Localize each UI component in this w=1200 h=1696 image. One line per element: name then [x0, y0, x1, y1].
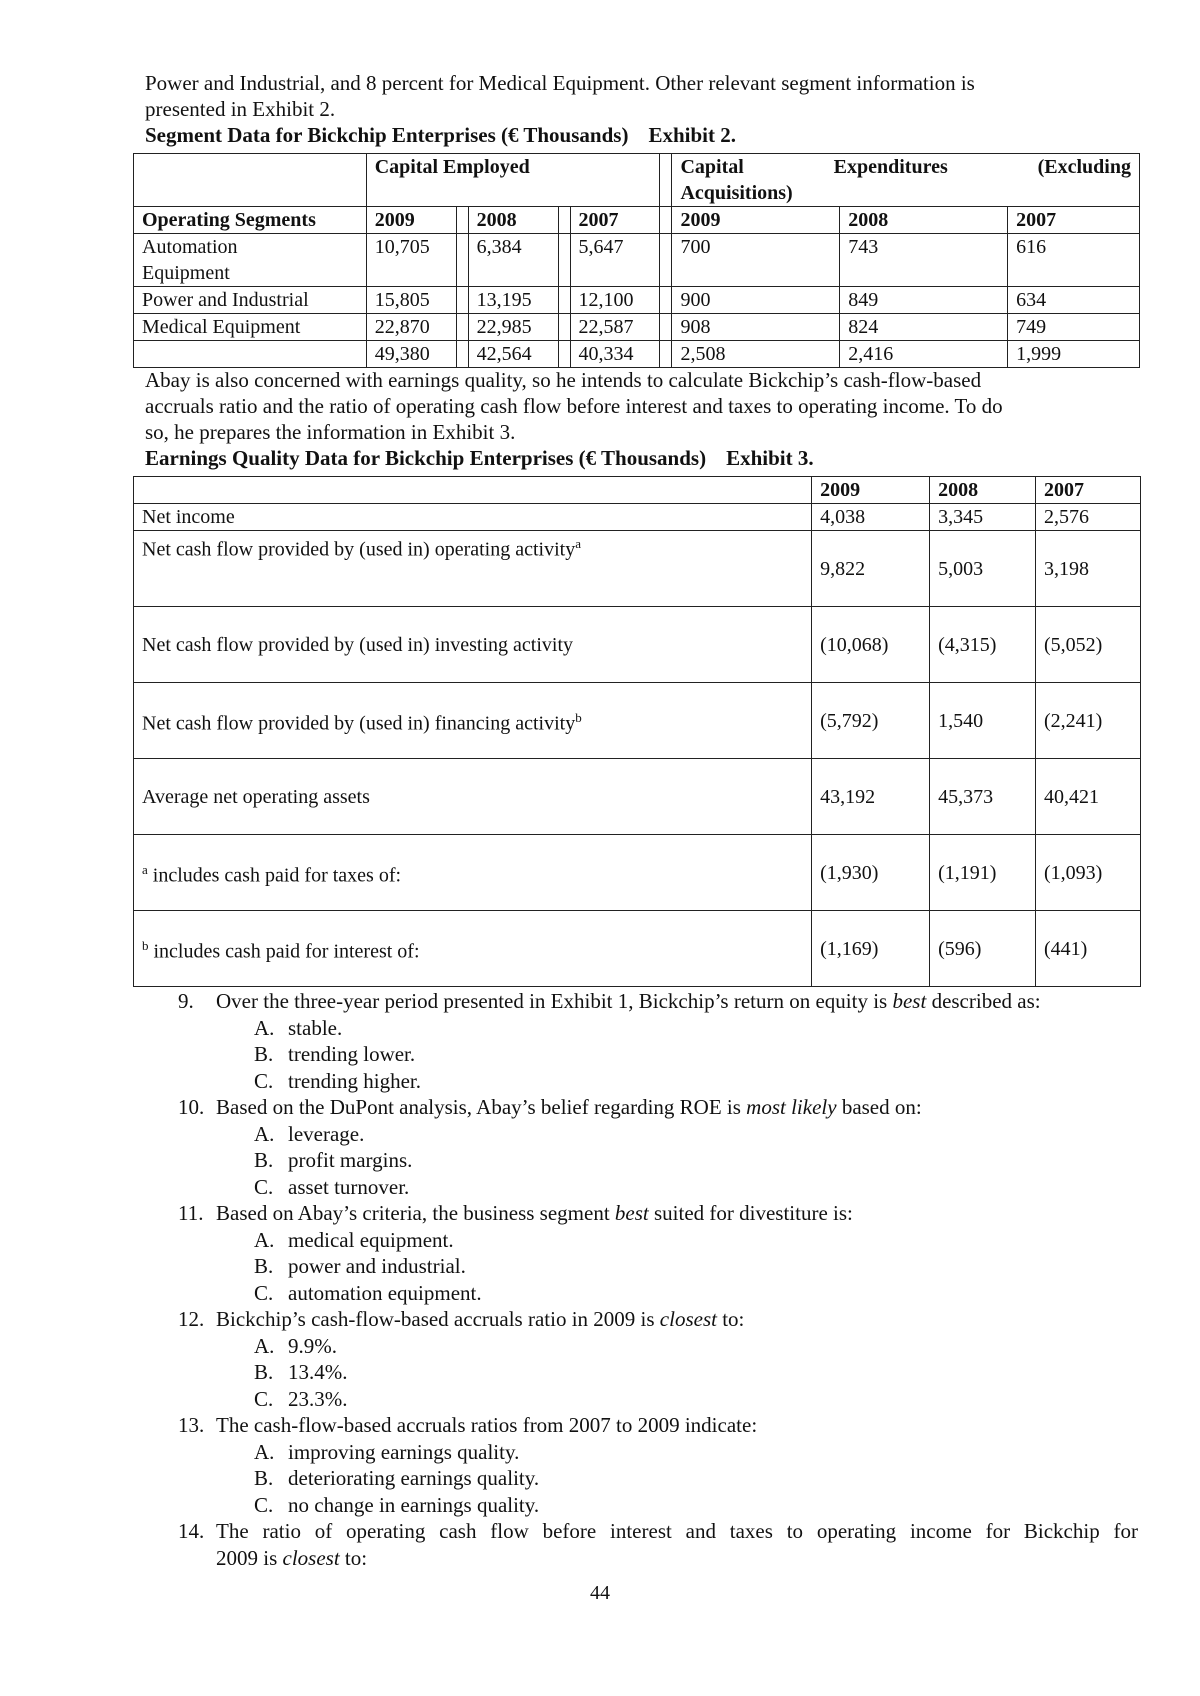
answer-option: B. power and industrial.: [254, 1254, 466, 1278]
value-cell: 3,345: [930, 504, 1036, 531]
row-label: Net income: [134, 504, 812, 531]
value-cell: 43,192: [812, 759, 930, 835]
exhibit2-group-header-row: [134, 154, 1140, 207]
exhibit3-title: Earnings Quality Data for Bickchip Enterprises (€ Thousands): [145, 446, 707, 470]
exhibit2-year-row: [134, 207, 1140, 234]
spacer-cell: [558, 341, 570, 368]
value-cell: (1,093): [1036, 835, 1141, 911]
exhibit2-table: [133, 153, 1140, 368]
value-cell: (596): [930, 911, 1036, 987]
value-cell: 634: [1008, 287, 1140, 314]
value-cell: 10,705: [366, 234, 456, 287]
ce-year-2008: 2008: [468, 207, 558, 234]
segment-name: Power and Industrial: [134, 287, 367, 314]
spacer-cell: [660, 234, 672, 287]
value-cell: 749: [1008, 314, 1140, 341]
exhibit3-year-row: [134, 477, 1141, 504]
total-cell: 2,508: [672, 341, 840, 368]
row-label: Net cash flow provided by (used in) financing activity$^b$: [134, 683, 812, 759]
value-cell: 5,647: [570, 234, 660, 287]
table-row: [134, 607, 1141, 683]
question-11: [178, 1200, 1138, 1306]
value-cell: 13,195: [468, 287, 558, 314]
question-number: 9.: [178, 989, 194, 1013]
value-cell: 22,870: [366, 314, 456, 341]
answer-option: B. 13.4%.: [254, 1360, 348, 1384]
spacer-cell: [558, 287, 570, 314]
value-cell: 4,038: [812, 504, 930, 531]
table-row: [134, 835, 1141, 911]
spacer-cell: [456, 234, 468, 287]
exhibit3-caption: [145, 445, 1145, 471]
value-cell: 12,100: [570, 287, 660, 314]
value-cell: (5,052): [1036, 607, 1141, 683]
capital-expenditures-header: [672, 154, 1140, 207]
value-cell: (1,191): [930, 835, 1036, 911]
spacer-cell: [660, 287, 672, 314]
value-cell: 616: [1008, 234, 1140, 287]
question-9: [178, 988, 1138, 1094]
value-cell: 22,587: [570, 314, 660, 341]
row-label: Net cash flow provided by (used in) investing activity: [134, 607, 812, 683]
segment-name: Automation Equipment: [134, 234, 367, 287]
operating-segments-header: Operating Segments: [134, 207, 367, 234]
question-number: 12.: [178, 1307, 205, 1331]
total-cell: 42,564: [468, 341, 558, 368]
spacer-cell: [456, 287, 468, 314]
question-number: 10.: [178, 1095, 205, 1119]
question-text: The ratio of operating cash flow before interest and taxes to operating income for Bickchip for 2009 is closest to:: [216, 1519, 1138, 1570]
value-cell: 15,805: [366, 287, 456, 314]
question-14: [178, 1518, 1138, 1571]
ce-year-2009: 2009: [366, 207, 456, 234]
spacer-cell: [456, 314, 468, 341]
question-text: The cash-flow-based accruals ratios from 2007 to 2009 indicate:: [216, 1413, 758, 1437]
spacer-cell: [558, 234, 570, 287]
row-label: Average net operating assets: [134, 759, 812, 835]
cx-year-2008: 2008: [840, 207, 1008, 234]
question-10: [178, 1094, 1138, 1200]
value-cell: 5,003: [930, 531, 1036, 607]
spacer-cell: [558, 314, 570, 341]
mid-line-1: Abay is also concerned with earnings quality, so he intends to calculate Bickchip’s cash-flow-based: [145, 368, 982, 392]
intro-line-2: presented in Exhibit 2.: [145, 97, 336, 121]
question-number: 14.: [178, 1519, 205, 1543]
question-text: Bickchip’s cash-flow-based accruals ratio in 2009 is closest to:: [216, 1307, 745, 1331]
segment-name: Medical Equipment: [134, 314, 367, 341]
exhibit2-caption: [145, 122, 1145, 148]
total-cell: 49,380: [366, 341, 456, 368]
answer-option: B. deteriorating earnings quality.: [254, 1466, 540, 1490]
answer-option: C. trending higher.: [254, 1068, 421, 1093]
question-13: [178, 1412, 1138, 1518]
capital-employed-header: Capital Employed: [366, 154, 660, 207]
value-cell: 908: [672, 314, 840, 341]
exhibit2-empty-corner: [134, 154, 367, 207]
answer-option: C. asset turnover.: [254, 1174, 410, 1199]
value-cell: (2,241): [1036, 683, 1141, 759]
answer-option: A. 9.9%.: [254, 1333, 337, 1358]
value-cell: 22,985: [468, 314, 558, 341]
question-list: [178, 988, 1138, 1571]
capex-header-word-1: Capital: [680, 156, 744, 178]
eq-year-2008: 2008: [930, 477, 1036, 504]
exhibit3-table: [133, 476, 1141, 987]
total-cell: 2,416: [840, 341, 1008, 368]
value-cell: 1,540: [930, 683, 1036, 759]
value-cell: (1,169): [812, 911, 930, 987]
question-number: 13.: [178, 1413, 205, 1437]
answer-option: A. leverage.: [254, 1121, 365, 1146]
answer-option: B. trending lower.: [254, 1042, 416, 1066]
mid-line-2: accruals ratio and the ratio of operating cash flow before interest and taxes to operating income. To do: [145, 394, 1003, 418]
value-cell: 743: [840, 234, 1008, 287]
value-cell: 45,373: [930, 759, 1036, 835]
intro-line-1: Power and Industrial, and 8 percent for Medical Equipment. Other relevant segment information is: [145, 71, 975, 95]
total-cell: 40,334: [570, 341, 660, 368]
answer-option: B. profit margins.: [254, 1148, 413, 1172]
answer-option: A. medical equipment.: [254, 1227, 454, 1252]
value-cell: 824: [840, 314, 1008, 341]
table-row: [134, 234, 1140, 287]
value-cell: 3,198: [1036, 531, 1141, 607]
exhibit3-label: Exhibit 3.: [726, 446, 814, 470]
footnote-label: $^a$ includes cash paid for taxes of:: [134, 835, 812, 911]
value-cell: 700: [672, 234, 840, 287]
spacer-cell: [660, 314, 672, 341]
value-cell: 849: [840, 287, 1008, 314]
table-row: [134, 911, 1141, 987]
totals-row: [134, 341, 1140, 368]
table-row: [134, 759, 1141, 835]
table-row: [134, 531, 1141, 607]
table-row: [134, 314, 1140, 341]
eq-year-2007: 2007: [1036, 477, 1141, 504]
capex-header-word-4: Acquisitions): [680, 182, 793, 204]
value-cell: 900: [672, 287, 840, 314]
question-text: Over the three-year period presented in Exhibit 1, Bickchip’s return on equity is best described as:: [216, 989, 1041, 1013]
question-number: 11.: [178, 1201, 204, 1225]
table-row: [134, 287, 1140, 314]
page-number: 44: [590, 1582, 610, 1604]
value-cell: (1,930): [812, 835, 930, 911]
mid-line-3: so, he prepares the information in Exhibit 3.: [145, 420, 516, 444]
question-text: Based on the DuPont analysis, Abay’s belief regarding ROE is most likely based on:: [216, 1095, 922, 1119]
mid-paragraph: [145, 367, 1145, 471]
answer-option: A. improving earnings quality.: [254, 1439, 520, 1464]
intro-paragraph: [145, 70, 1145, 148]
capex-header-word-3: (Excluding: [1037, 156, 1131, 178]
exhibit3-empty-corner: [134, 477, 812, 504]
capex-header-word-2: Expenditures: [833, 156, 948, 178]
footnote-label: $^b$ includes cash paid for interest of:: [134, 911, 812, 987]
value-cell: 9,822: [812, 531, 930, 607]
exhibit2-label: Exhibit 2.: [648, 123, 736, 147]
total-cell: 1,999: [1008, 341, 1140, 368]
spacer-cell: [558, 207, 570, 234]
value-cell: 6,384: [468, 234, 558, 287]
row-label: Net cash flow provided by (used in) operating activity$^a$: [134, 531, 812, 607]
value-cell: 40,421: [1036, 759, 1141, 835]
cx-year-2009: 2009: [672, 207, 840, 234]
answer-option: C. no change in earnings quality.: [254, 1492, 540, 1517]
value-cell: 2,576: [1036, 504, 1141, 531]
value-cell: (5,792): [812, 683, 930, 759]
question-text: Based on Abay’s criteria, the business segment best suited for divestiture is:: [216, 1201, 853, 1225]
exhibit2-title: Segment Data for Bickchip Enterprises (€ Thousands): [145, 123, 629, 147]
spacer-cell: [660, 154, 672, 207]
answer-option: C. automation equipment.: [254, 1280, 482, 1305]
eq-year-2009: 2009: [812, 477, 930, 504]
question-12: [178, 1306, 1138, 1412]
spacer-cell: [456, 341, 468, 368]
spacer-cell: [660, 341, 672, 368]
ce-year-2007: 2007: [570, 207, 660, 234]
table-row: [134, 683, 1141, 759]
spacer-cell: [456, 207, 468, 234]
answer-option: C. 23.3%.: [254, 1386, 348, 1411]
spacer-cell: [660, 207, 672, 234]
table-row: [134, 504, 1141, 531]
value-cell: (4,315): [930, 607, 1036, 683]
totals-label: [134, 341, 367, 368]
value-cell: (10,068): [812, 607, 930, 683]
answer-option: A. stable.: [254, 1015, 343, 1040]
cx-year-2007: 2007: [1008, 207, 1140, 234]
value-cell: (441): [1036, 911, 1141, 987]
